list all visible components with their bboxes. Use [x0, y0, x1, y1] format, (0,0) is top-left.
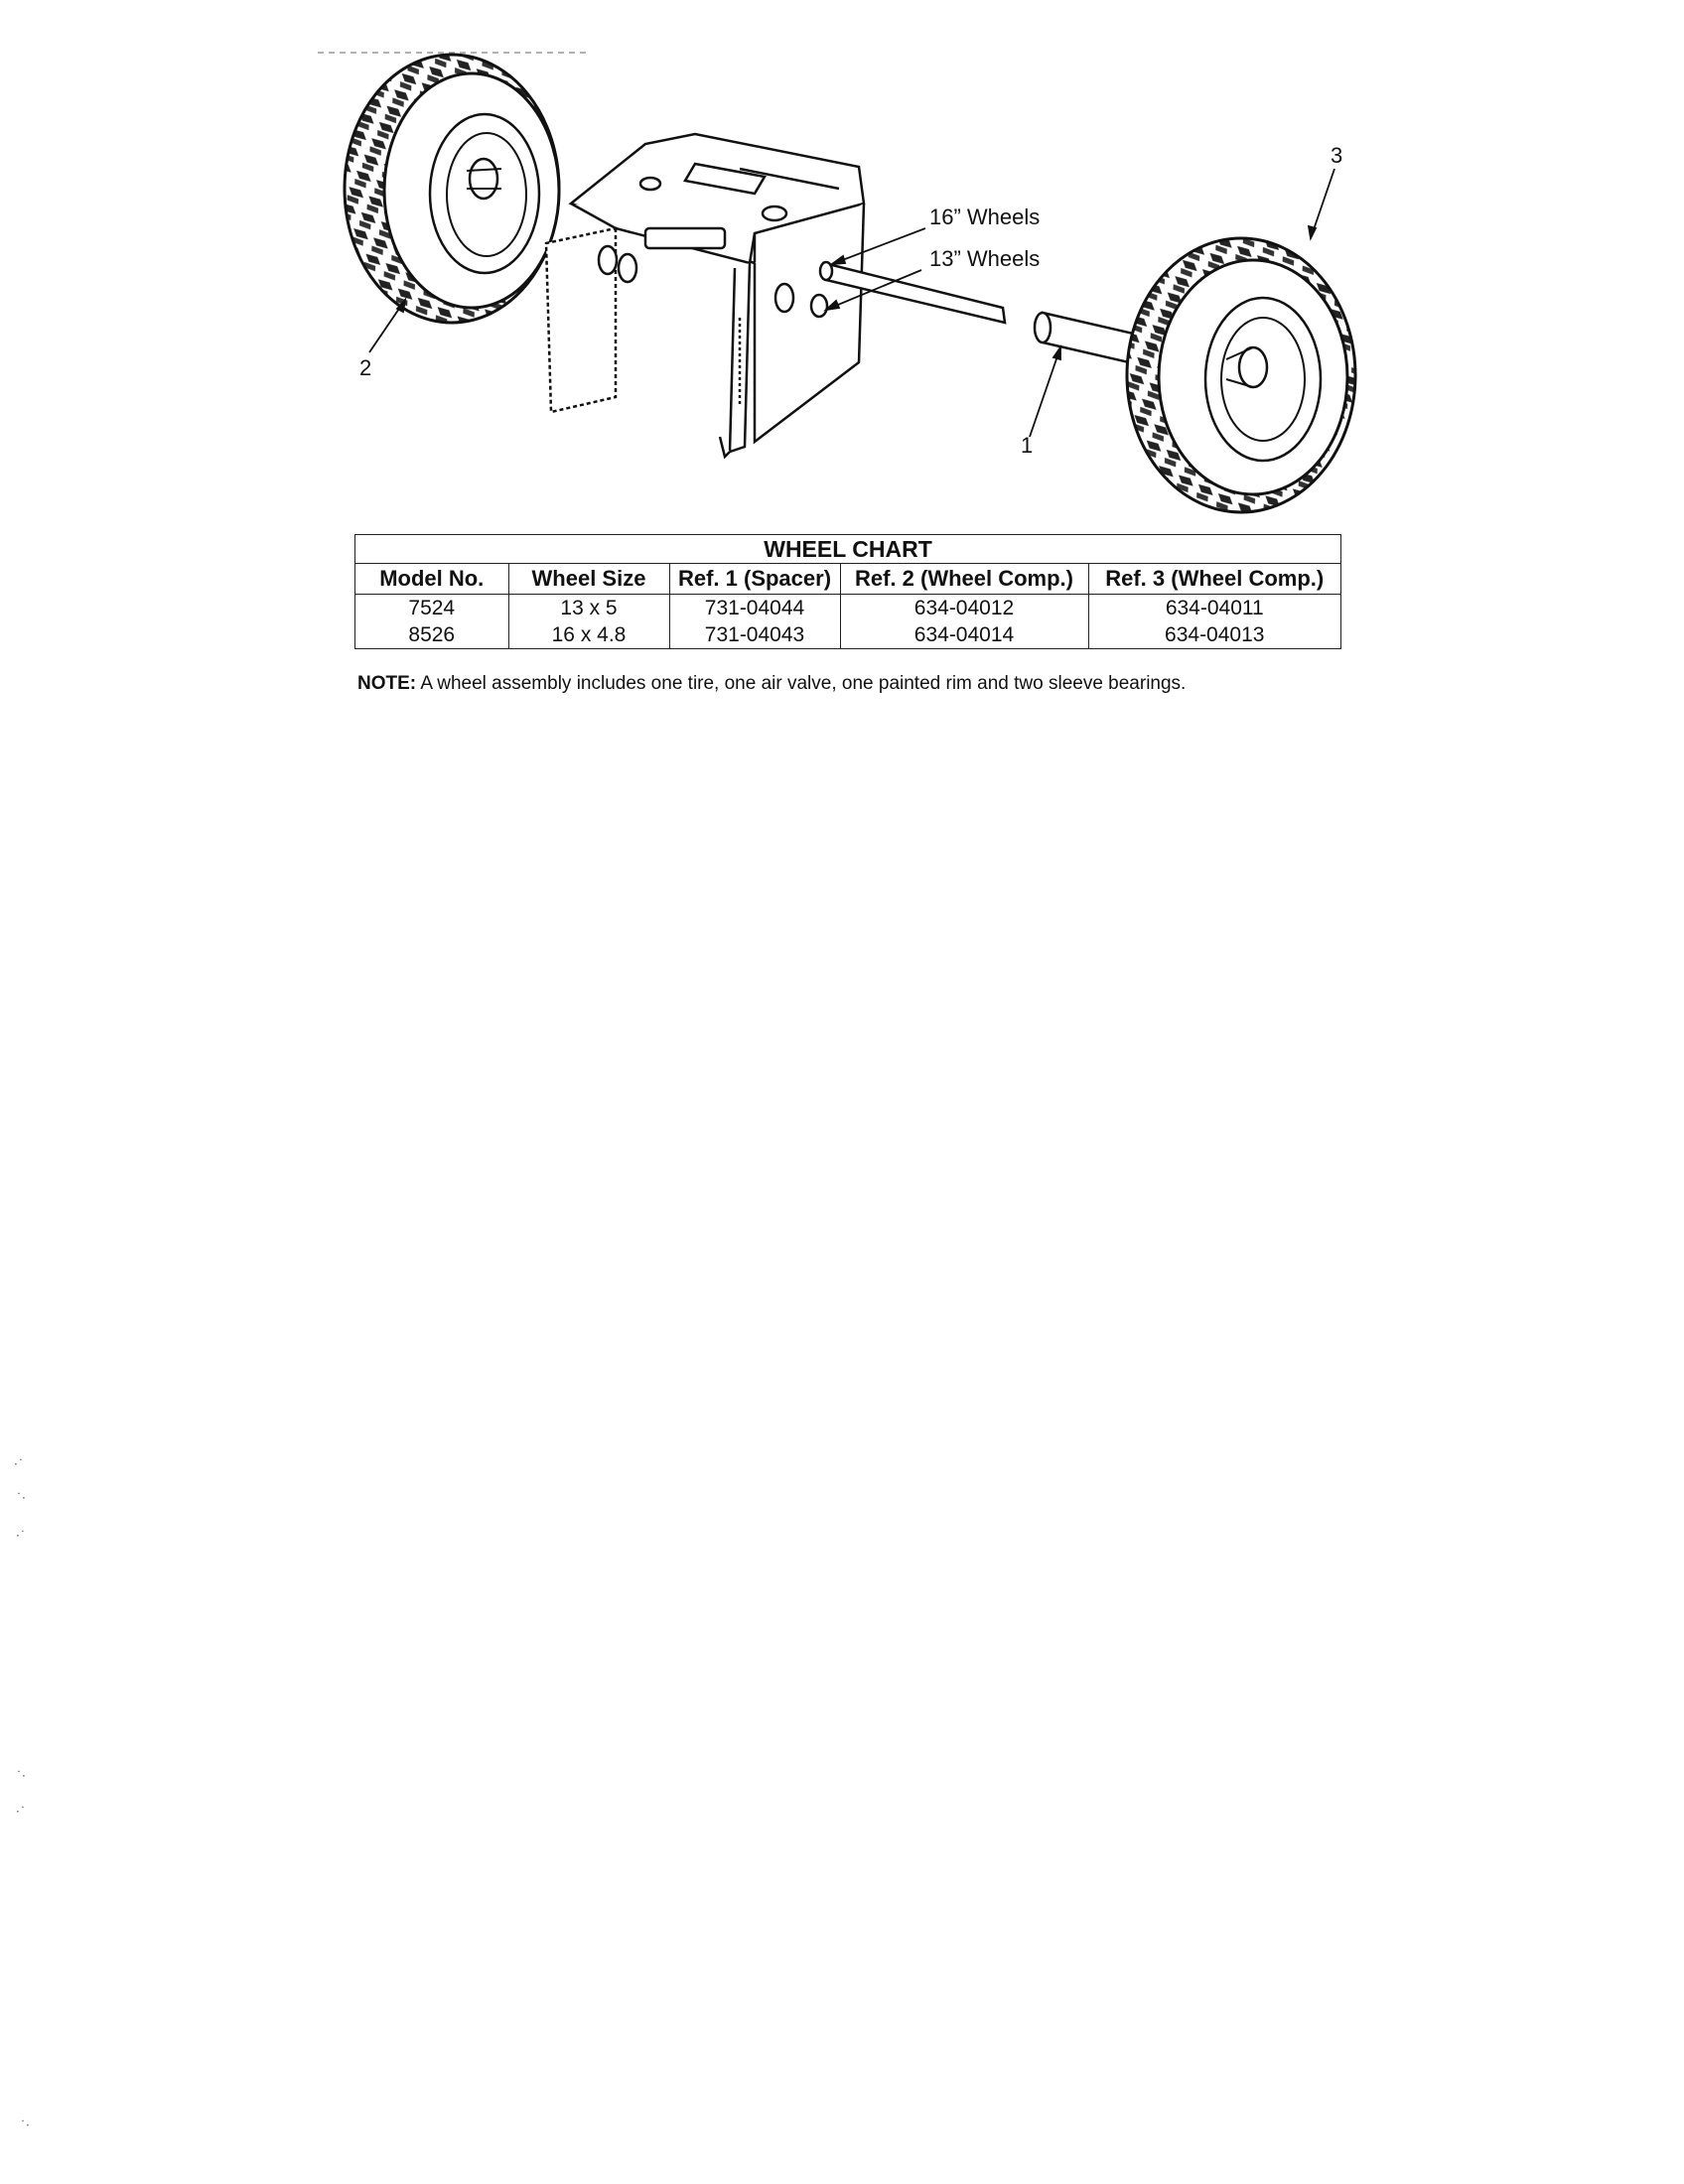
right-wheel	[1127, 238, 1355, 512]
column-header: Model No.	[355, 564, 508, 595]
callout-1: 1	[1021, 433, 1034, 458]
column-header: Ref. 3 (Wheel Comp.)	[1088, 564, 1340, 595]
table-cell: 7524	[408, 596, 456, 619]
note-label: NOTE:	[357, 673, 417, 694]
table-cell: 634-04014	[840, 621, 1088, 648]
table-cell: 8526	[408, 622, 456, 646]
label-16-inch-wheels: 16” Wheels	[929, 205, 1041, 229]
frame-housing	[546, 134, 864, 457]
table-cell: 13 x 5	[508, 595, 669, 622]
left-wheel	[345, 55, 559, 323]
callout-3: 3	[1331, 143, 1343, 168]
wheel-chart	[354, 534, 1341, 649]
table-row	[355, 621, 1340, 648]
scan-speck: ·˙	[16, 1529, 26, 1543]
table-cell: 634-04012	[840, 595, 1088, 622]
table-cell: 634-04013	[1088, 621, 1340, 648]
note-text: A wheel assembly includes one tire, one air valve, one painted rim and two sleeve bearings.	[420, 673, 1187, 694]
label-13-inch-wheels: 13” Wheels	[929, 246, 1041, 271]
column-header: Ref. 1 (Spacer)	[669, 564, 840, 595]
table-cell: 731-04043	[669, 621, 840, 648]
table-cell: 16 x 4.8	[508, 621, 669, 648]
callout-2: 2	[359, 355, 372, 380]
table-row	[355, 595, 1340, 622]
table-cell: 731-04044	[669, 595, 840, 622]
assembly-note	[357, 673, 1186, 695]
exploded-wheel-diagram	[0, 0, 1684, 516]
column-header: Wheel Size	[508, 564, 669, 595]
scan-speck: ˙·	[16, 1491, 26, 1505]
scan-speck: ·˙	[14, 1457, 24, 1471]
scan-speck: ˙·	[16, 1769, 26, 1783]
table-cell: 634-04011	[1088, 595, 1340, 622]
wheel-chart-table	[355, 535, 1340, 648]
axle-and-spacer	[820, 262, 1150, 365]
scan-speck: ·˙	[16, 1805, 26, 1819]
wheel-chart-title: WHEEL CHART	[355, 535, 1340, 564]
scan-speck: ˙·	[20, 2118, 30, 2132]
column-header: Ref. 2 (Wheel Comp.)	[840, 564, 1088, 595]
